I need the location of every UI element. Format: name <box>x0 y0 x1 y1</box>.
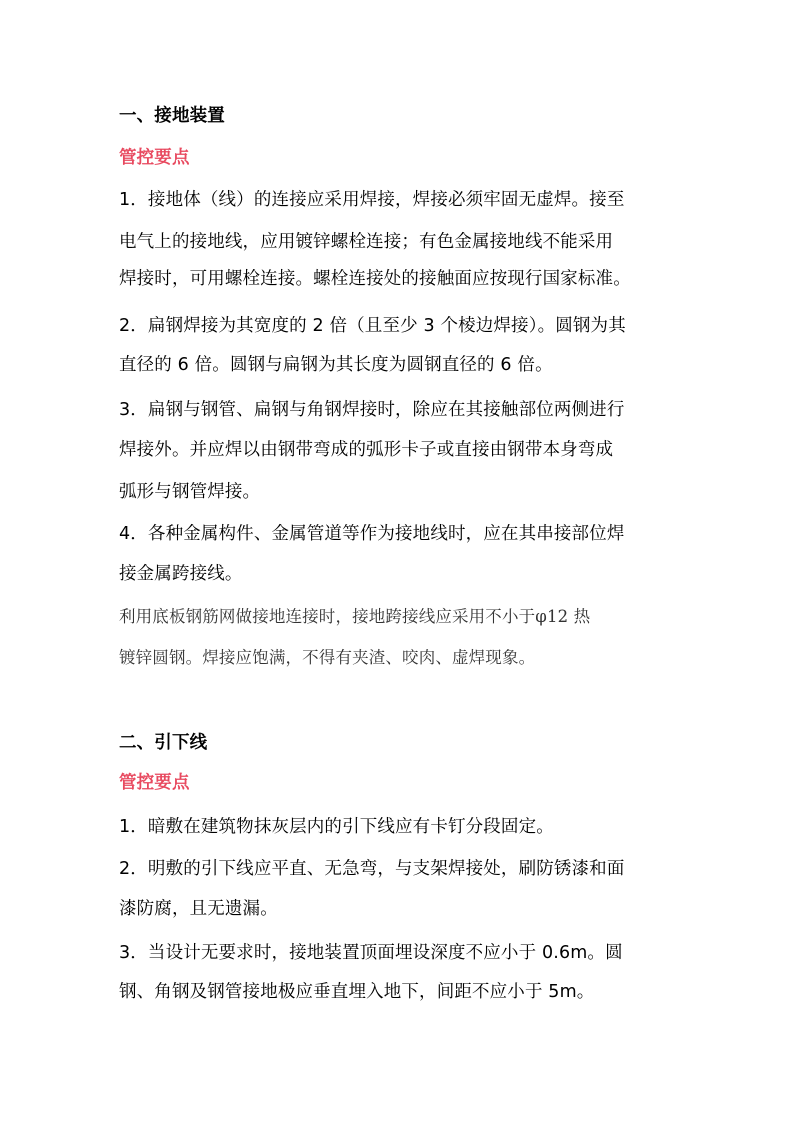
section-1-note-line-2: 镀锌圆钢。焊接应饱满，不得有夹渣、咬肉、虚焊现象。 <box>119 648 536 667</box>
section-2-line-3: 漆防腐，且无遗漏。 <box>119 899 278 919</box>
section-1-line-3: 焊接时，可用螺栓连接。螺栓连接处的接触面应按现行国家标准。 <box>119 269 631 289</box>
section-1-line-9: 4．各种金属构件、金属管道等作为接地线时，应在其串接部位焊 <box>119 524 625 544</box>
section-1-line-6: 3．扁钢与钢管、扁钢与角钢焊接时，除应在其接触部位两侧进行 <box>119 400 625 420</box>
section-1-line-1: 1．接地体（线）的连接应采用焊接，焊接必须牢固无虚焊。接至 <box>119 190 625 210</box>
section-1-note-line-1: 利用底板钢筋网做接地连接时，接地跨接线应采用不小于φ12 热 <box>119 607 591 626</box>
section-2-heading: 二、引下线 <box>119 733 208 753</box>
section-1-heading: 一、接地装置 <box>119 106 225 126</box>
section-2-subheading: 管控要点 <box>119 773 190 793</box>
section-2-line-5: 钢、角钢及钢管接地极应垂直埋入地下，间距不应小于 5m。 <box>119 982 595 1002</box>
section-1-line-2: 电气上的接地线，应用镀锌螺栓连接；有色金属接地线不能采用 <box>119 232 614 252</box>
section-1-line-4: 2．扁钢焊接为其宽度的 2 倍（且至少 3 个棱边焊接）。圆钢为其 <box>119 316 626 336</box>
section-1-line-7: 焊接外。并应焊以由钢带弯成的弧形卡子或直接由钢带本身弯成 <box>119 440 614 460</box>
section-1-line-5: 直径的 6 倍。圆钢与扁钢为其长度为圆钢直径的 6 倍。 <box>119 355 553 375</box>
section-1-line-8: 弧形与钢管焊接。 <box>119 482 261 502</box>
section-2-line-1: 1．暗敷在建筑物抹灰层内的引下线应有卡钉分段固定。 <box>119 817 554 837</box>
section-2-line-4: 3．当设计无要求时，接地装置顶面埋设深度不应小于 0.6m。圆 <box>119 943 623 963</box>
section-1-subheading: 管控要点 <box>119 148 190 168</box>
section-2-line-2: 2．明敷的引下线应平直、无急弯，与支架焊接处，刷防锈漆和面 <box>119 859 625 879</box>
section-1-line-10: 接金属跨接线。 <box>119 564 243 584</box>
